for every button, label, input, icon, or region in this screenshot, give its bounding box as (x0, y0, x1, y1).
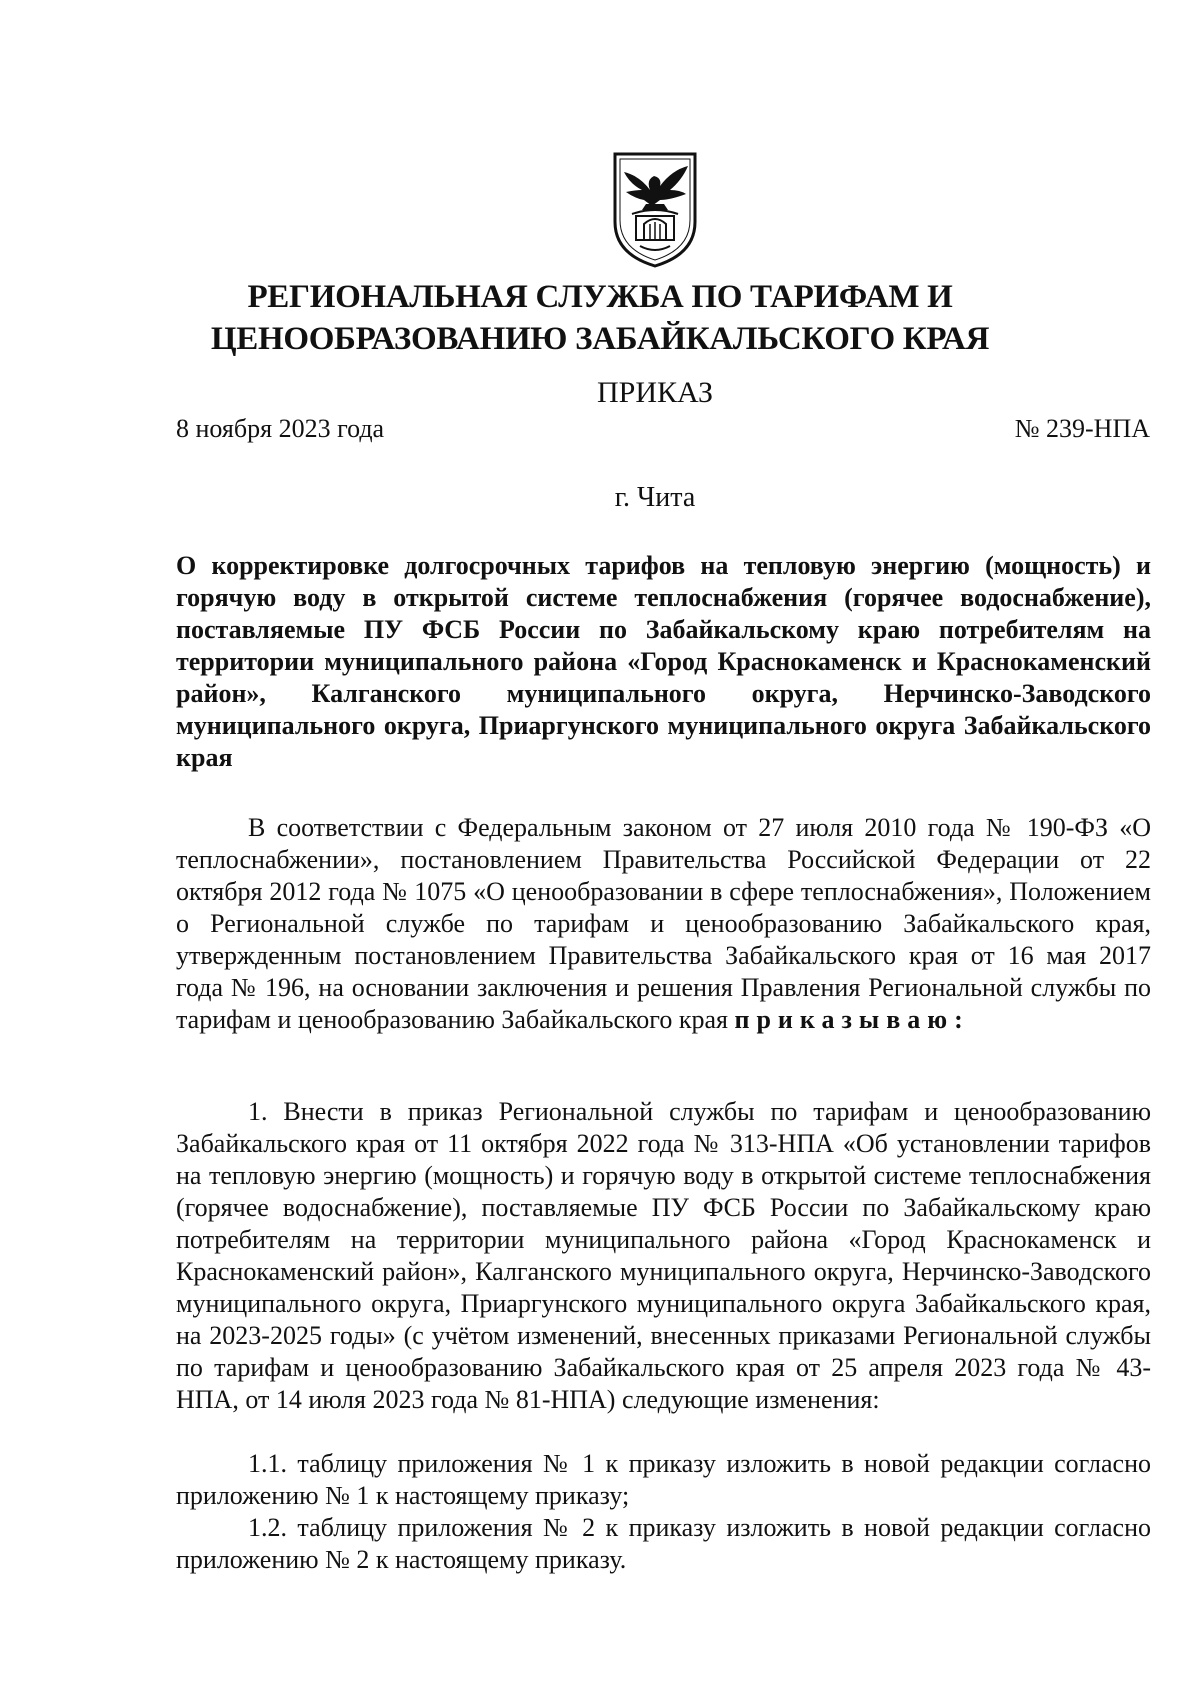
document-number: № 239-НПА (1014, 414, 1150, 443)
organization-name-line1: РЕГИОНАЛЬНАЯ СЛУЖБА ПО ТАРИФАМ И (247, 279, 953, 315)
document-subject: О корректировке долгосрочных тарифов на тепловую энергию (мощность) и горячую воду в открытой системе теплоснабжения (горячее водоснабжение), поставляемые ПУ ФСБ России по Забайкальскому краю потребителям на территории муниципального района «Город Краснокаменск и Краснокаменский район», Калганского муниципального округа, Нерчинско-Заводского муниципального округа, Приаргунского муниципального округа Забайкальского края (176, 551, 1151, 772)
item-1-1-paragraph: 1.1. таблицу приложения № 1 к приказу изложить в новой редакции согласно приложению № 1 к настоящему приказу; (176, 1449, 1151, 1510)
document-date: 8 ноября 2023 года (176, 414, 385, 443)
organization-name (180, 276, 1020, 360)
intro-text: В соответствии с Федеральным законом от 27 июля 2010 года № 190-ФЗ «О теплоснабжении», постановлением Правительства Российской Федерации от 22 октября 2012 года № 1075 «О ценообразовании в сфере теплоснабжения», Положением о Региональной службе по тарифам и ценообразованию Забайкальского края, утвержденным постановлением Правительства Забайкальского края от 16 мая 2017 года № 196, на основании заключения и решения Правления Региональной службы по тарифам и ценообразованию Забайкальского края (176, 813, 1151, 1034)
item-1-paragraph: 1. Внести в приказ Региональной службы по тарифам и ценообразованию Забайкальского края от 11 октября 2022 года № 313-НПА «Об установлении тарифов на тепловую энергию (мощность) и горячую воду в открытой системе теплоснабжения (горячее водоснабжение), поставляемые ПУ ФСБ России по Забайкальскому краю потребителям на территории муниципального района «Город Краснокаменск и Краснокаменский район», Калганского муниципального округа, Нерчинско-Заводского муниципального округа, Приаргунского муниципального округа Забайкальского края, на 2023-2025 годы» (с учётом изменений, внесенных приказами Региональной службы по тарифам и ценообразованию Забайкальского края от 25 апреля 2023 года № 43-НПА, от 14 июля 2023 года № 81-НПА) следующие изменения: (176, 1097, 1151, 1414)
organization-name-line2: ЦЕНООБРАЗОВАНИЮ ЗАБАЙКАЛЬСКОГО КРАЯ (210, 321, 990, 357)
coat-of-arms-icon (610, 150, 700, 270)
item-1-2-paragraph: 1.2. таблицу приложения № 2 к приказу изложить в новой редакции согласно приложению № 2 к настоящему приказу. (176, 1513, 1151, 1574)
document-city: г. Чита (614, 482, 696, 513)
intro-keyword: приказываю: (734, 1005, 970, 1034)
intro-paragraph (176, 812, 1151, 1036)
document-type: ПРИКАЗ (597, 376, 713, 409)
